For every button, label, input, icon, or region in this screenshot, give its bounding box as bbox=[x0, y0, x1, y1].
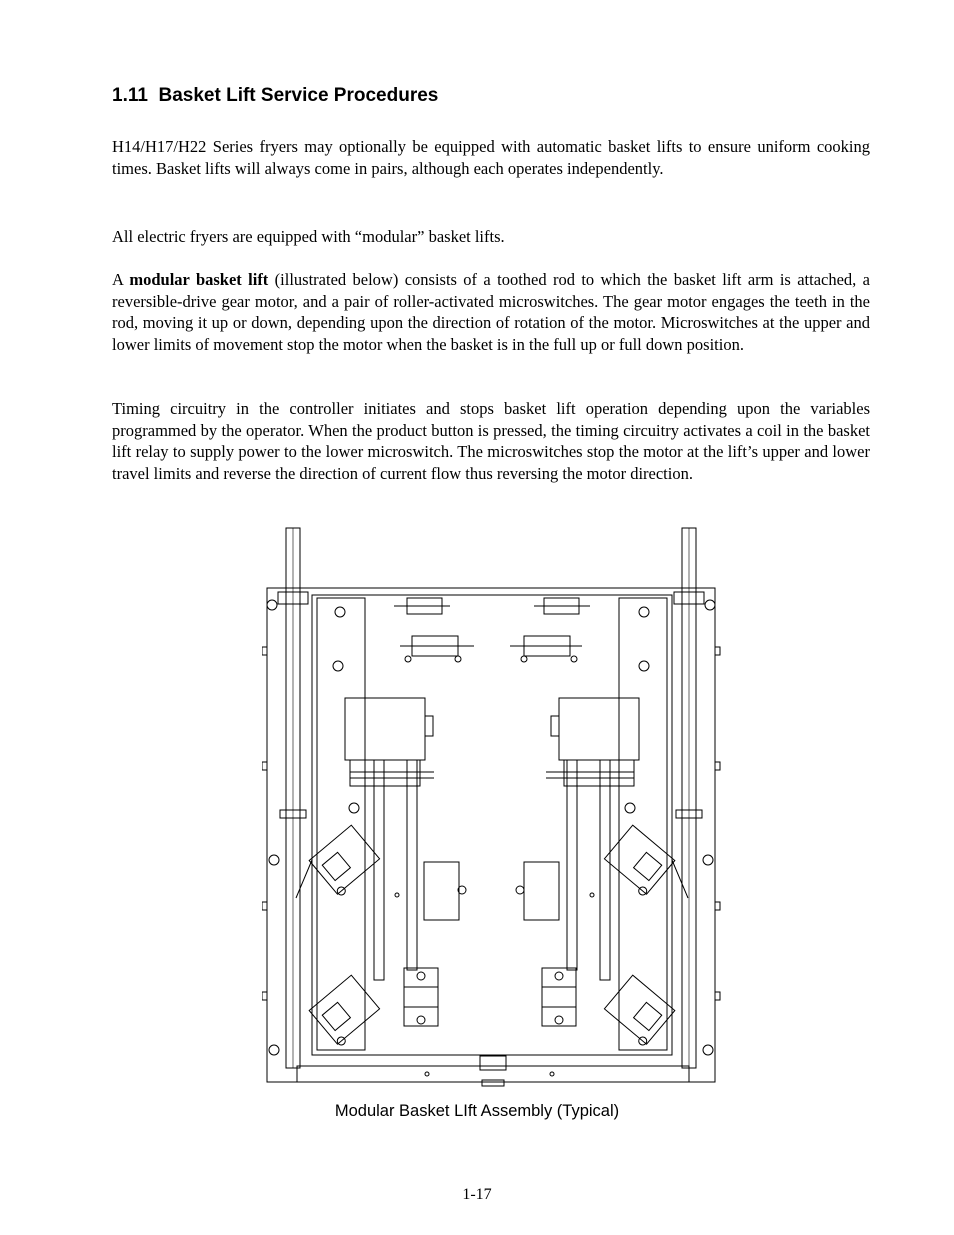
right-drive-rod bbox=[600, 760, 610, 980]
paragraph-lead: A bbox=[112, 270, 130, 289]
resistor-top-left bbox=[394, 598, 450, 614]
paragraph-modular-lift bbox=[112, 269, 870, 355]
paragraph-intro: H14/H17/H22 Series fryers may optionally be equipped with automatic basket lifts to ensure uniform cooking times. Basket lifts will always come in pairs, although each operates independently. bbox=[112, 137, 870, 178]
paragraph-electric: All electric fryers are equipped with “modular” basket lifts. bbox=[112, 227, 505, 246]
microswitch-upper-right bbox=[602, 825, 675, 897]
terminal-block-left bbox=[404, 968, 438, 1026]
section-number: 1.11 bbox=[112, 85, 148, 106]
microswitch-lower-right bbox=[602, 975, 675, 1047]
paragraph-timing: Timing circuitry in the controller initiates and stops basket lift operation depending upon the variables programmed by the operator. When the product button is pressed, the timing circuitry activates a coil in the basket lift relay to supply power to the lower microswitch. The microswitches stop the motor at the lift’s upper and lower travel limits and reverse the direction of current flow thus reversing the motor direction. bbox=[112, 399, 870, 483]
microswitch-upper-left bbox=[309, 825, 382, 897]
gear-motor-right bbox=[546, 698, 639, 786]
resistor-top-right bbox=[534, 598, 590, 614]
left-drive-rod bbox=[374, 760, 384, 980]
basket-lift-diagram bbox=[262, 520, 722, 1092]
resistor-mid-left bbox=[400, 636, 474, 662]
figure-caption: Modular Basket LIft Assembly (Typical) bbox=[334, 1102, 620, 1120]
terminal-block-right bbox=[542, 968, 576, 1026]
section-heading bbox=[112, 85, 438, 107]
gear-motor-left bbox=[345, 698, 434, 786]
relay-left bbox=[424, 862, 459, 920]
microswitch-lower-left bbox=[309, 975, 382, 1047]
relay-right bbox=[524, 862, 559, 920]
bottom-tab bbox=[480, 1056, 506, 1070]
inner-plate bbox=[312, 595, 672, 1055]
section-title: Basket Lift Service Procedures bbox=[158, 85, 439, 106]
resistor-mid-right bbox=[510, 636, 582, 662]
page-number: 1-17 bbox=[462, 1186, 492, 1203]
paragraph-body: (illustrated below) consists of a toothed rod to which the basket lift arm is attached, a reversible-drive gear motor, and a pair of roller-activated microswitches. The gear motor engages the teeth in the rod, moving it up or down, depending upon the direction of rotation of the motor. Microswitches at the upper and lower limits of movement stop the motor when the basket is in the full up or full down position. bbox=[112, 270, 870, 354]
term-modular-basket-lift: modular basket lift bbox=[129, 270, 269, 289]
